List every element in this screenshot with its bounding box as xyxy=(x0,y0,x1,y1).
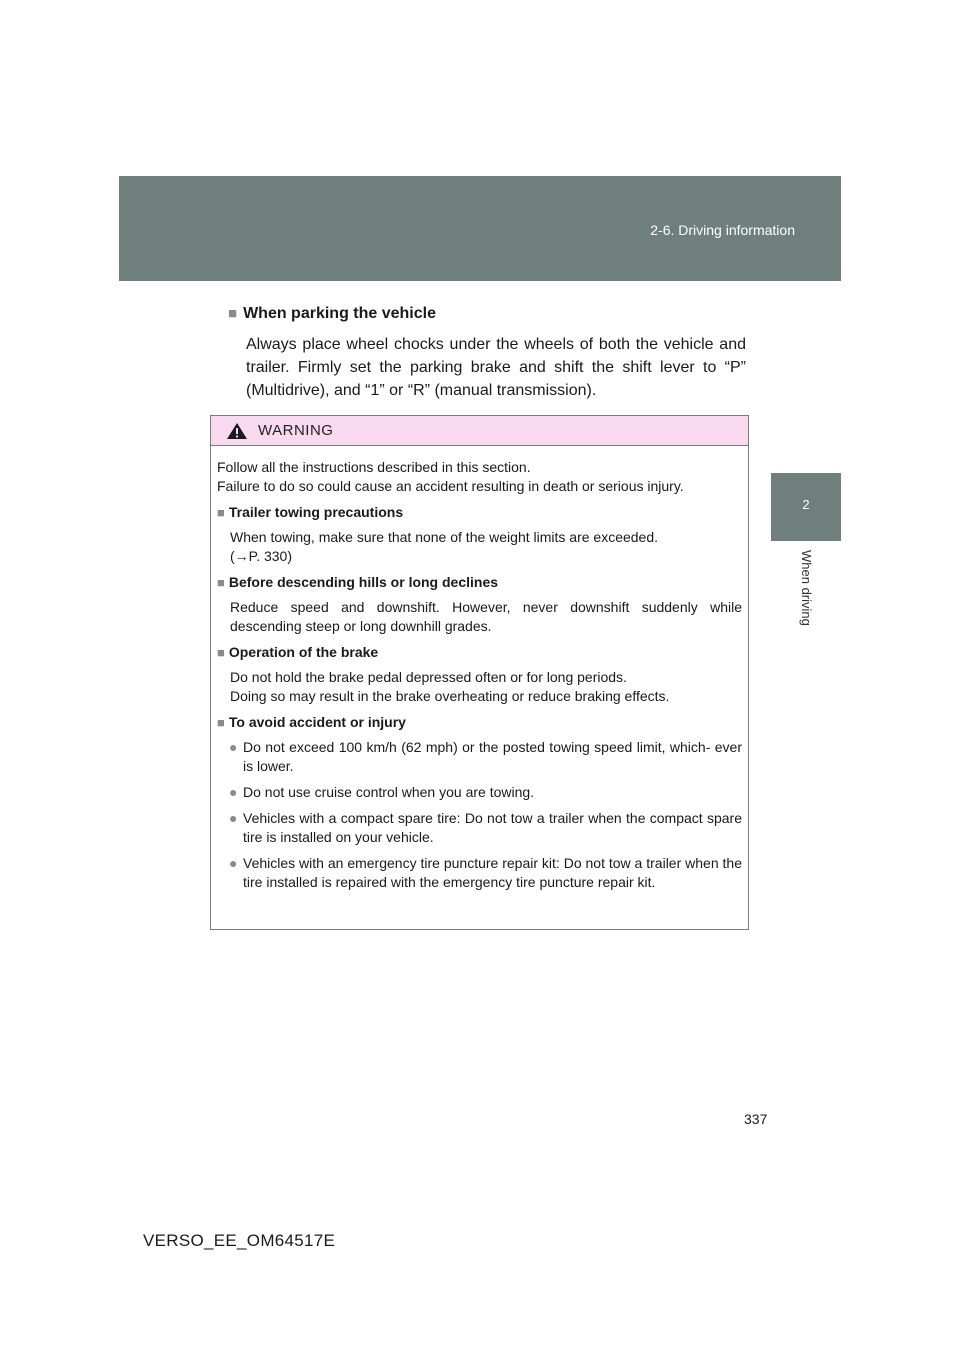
list-item: ● Do not use cruise control when you are towing. xyxy=(229,784,535,800)
subsection-body xyxy=(230,668,742,706)
warning-subsection xyxy=(217,643,742,706)
page-number: 337 xyxy=(744,1111,768,1127)
subsection-body xyxy=(230,528,742,566)
warning-header xyxy=(211,416,748,446)
subsection-title: ■ Before descending hills or long declines xyxy=(217,574,499,590)
list-item: ● Do not exceed 100 km/h (62 mph) or the posted towing speed limit, which- ever is lower. xyxy=(229,739,742,774)
parking-body: Always place wheel chocks under the wheels of both the vehicle and trailer. Firmly set the parking brake and shift the shift lever to “P” (Multidrive), and “1” or “R” (manual transmission). xyxy=(246,336,746,399)
square-bullet-icon: ■ xyxy=(217,715,225,730)
warning-subsection xyxy=(217,573,742,636)
subsection-title: ■ To avoid accident or injury xyxy=(217,714,406,730)
parking-section xyxy=(228,303,746,402)
subsection-line: Reduce speed and downshift. However, never downshift suddenly while descending steep or long downhill grades. xyxy=(230,599,742,634)
subsection-line: Do not hold the brake pedal depressed often or for long periods. xyxy=(230,669,627,685)
intro-line: Failure to do so could cause an accident resulting in death or serious injury. xyxy=(217,478,684,494)
parking-title: ■ When parking the vehicle xyxy=(228,305,436,322)
subsection-line: Doing so may result in the brake overheating or reduce braking effects. xyxy=(230,688,670,704)
square-bullet-icon: ■ xyxy=(217,505,225,520)
circle-bullet-icon: ● xyxy=(229,810,238,826)
subsection-title: ■ Trailer towing precautions xyxy=(217,504,404,520)
warning-title: WARNING xyxy=(258,422,334,439)
square-bullet-icon: ■ xyxy=(217,645,225,660)
circle-bullet-icon: ● xyxy=(229,784,238,800)
warning-subsection xyxy=(217,503,742,566)
chapter-tab xyxy=(771,473,841,541)
warning-triangle-icon xyxy=(226,422,248,440)
list-item: ● Vehicles with an emergency tire puncture repair kit: Do not tow a trailer when the tire installed is repaired with the emergency tire puncture repair kit. xyxy=(229,855,742,890)
square-bullet-icon: ■ xyxy=(228,305,238,322)
warning-box xyxy=(210,415,749,930)
chapter-number: 2 xyxy=(802,497,810,512)
list-item: ● Vehicles with a compact spare tire: Do not tow a trailer when the compact spare tire is installed on your vehicle. xyxy=(229,810,742,845)
circle-bullet-icon: ● xyxy=(229,855,238,871)
subsection-body xyxy=(230,598,742,636)
page-reference: (→P. 330) xyxy=(230,548,292,564)
chapter-label: When driving xyxy=(799,550,814,626)
document-code: VERSO_EE_OM64517E xyxy=(143,1231,336,1250)
circle-bullet-icon: ● xyxy=(229,739,238,755)
warning-intro xyxy=(217,458,742,496)
header-band xyxy=(119,176,841,281)
intro-line: Follow all the instructions described in this section. xyxy=(217,459,531,475)
square-bullet-icon: ■ xyxy=(217,575,225,590)
warning-subsection xyxy=(217,713,742,892)
section-header: 2-6. Driving information xyxy=(650,222,795,238)
subsection-title: ■ Operation of the brake xyxy=(217,644,379,660)
subsection-line: When towing, make sure that none of the weight limits are exceeded. xyxy=(230,529,659,545)
warning-content xyxy=(211,446,748,892)
bullet-list xyxy=(217,738,742,892)
